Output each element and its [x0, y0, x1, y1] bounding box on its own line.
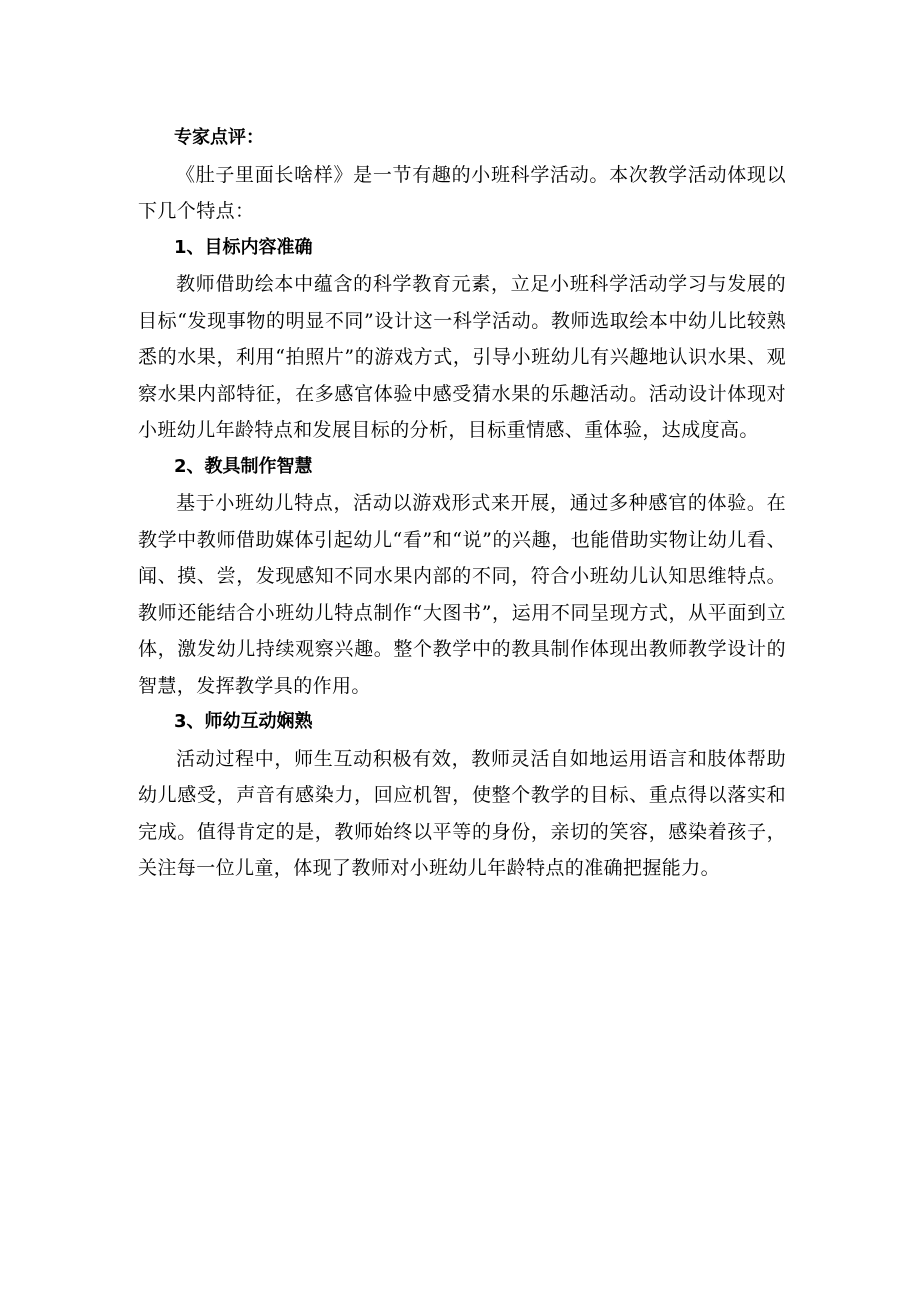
intro-paragraph: 《肚子里面长啥样》是一节有趣的小班科学活动。本次教学活动体现以下几个特点：: [138, 163, 786, 222]
section-heading-2: 2、教具制作智慧: [174, 455, 313, 477]
section-body-2: 基于小班幼儿特点，活动以游戏形式来开展，通过多种感官的体验。在教学中教师借助媒体引起幼儿“看”和“说”的兴趣，也能借助实物让幼儿看、闻、摸、尝，发现感知不同水果内部的不同，符合小班幼儿认知思维特点。教师还能结合小班幼儿特点制作“大图书”，运用不同呈现方式，从平面到立体，激发幼儿持续观察兴趣。整个教学中的教具制作体现出教师教学设计的智慧，发挥教学具的作用。: [138, 492, 786, 697]
section-body-1: 教师借助绘本中蕴含的科学教育元素，立足小班科学活动学习与发展的目标“发现事物的明显不同”设计这一科学活动。教师选取绘本中幼儿比较熟悉的水果，利用“拍照片”的游戏方式，引导小班幼儿有兴趣地认识水果、观察水果内部特征，在多感官体验中感受猜水果的乐趣活动。活动设计体现对小班幼儿年龄特点和发展目标的分析，目标重情感、重体验，达成度高。: [138, 273, 786, 441]
document-title: 专家点评：: [174, 127, 264, 148]
section-body-3: 活动过程中，师生互动积极有效，教师灵活自如地运用语言和肢体帮助幼儿感受，声音有感染力，回应机智，使整个教学的目标、重点得以落实和完成。值得肯定的是，教师始终以平等的身份，亲切的笑容，感染着孩子，关注每一位儿童，体现了教师对小班幼儿年龄特点的准确把握能力。: [138, 747, 786, 879]
document-page: [138, 120, 786, 887]
section-heading-3: 3、师幼互动娴熟: [174, 711, 313, 732]
section-heading-1: 1、目标内容准确: [174, 236, 313, 258]
